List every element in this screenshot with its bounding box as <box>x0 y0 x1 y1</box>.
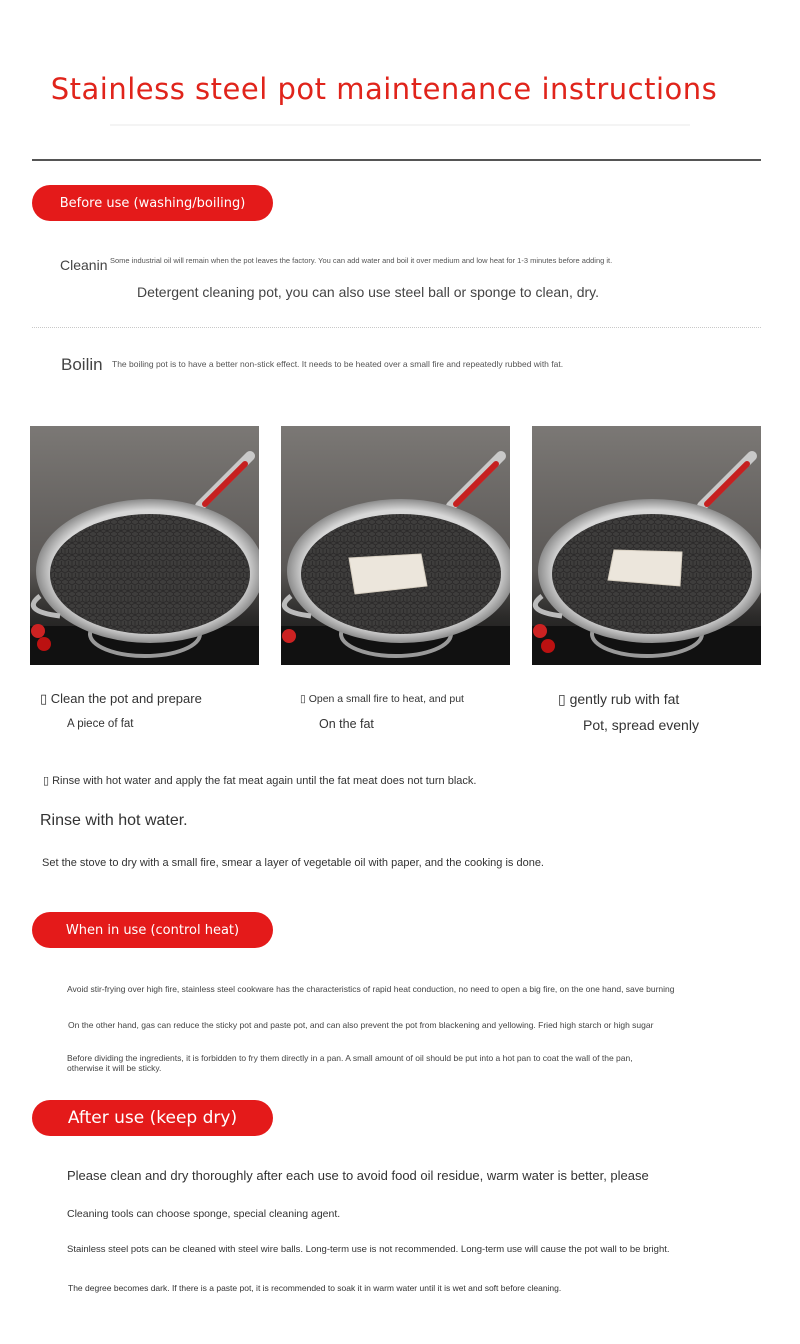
section-badge-before-use <box>32 185 273 221</box>
dry-text: Set the stove to dry with a small fire, smear a layer of vegetable oil with paper, and the cooking is done. <box>42 857 544 869</box>
after-line-4: The degree becomes dark. If there is a paste pot, it is recommended to soak it in warm water until it is wet and soft before cleaning. <box>68 1283 562 1293</box>
section-label: Before use (washing/boiling) <box>59 195 246 211</box>
during-line-2: On the other hand, gas can reduce the sticky pot and paste pot, and can also prevent the pot from blackening and yellowing. Fried high starch or high sugar <box>68 1020 654 1030</box>
step-3-line-1: ▯ gently rub with fat <box>558 691 680 707</box>
during-line-3a: Before dividing the ingredients, it is forbidden to fry them directly in a pan. A small amount of oil should be put into a hot pan to coat the wall of the pan, <box>67 1053 633 1063</box>
page-title: Stainless steel pot maintenance instructions <box>50 72 718 106</box>
after-line-3: Stainless steel pots can be cleaned with steel wire balls. Long-term use is not recommended. Long-term use will cause the pot wall to be bright. <box>67 1244 670 1255</box>
pot-photo-2 <box>281 426 510 665</box>
step-2-line-1: ▯ Open a small fire to heat, and put <box>300 693 464 705</box>
pot-photo-3 <box>532 426 761 665</box>
dotted-divider <box>32 327 761 328</box>
divider <box>32 159 761 161</box>
title-underline-shadow <box>110 124 690 126</box>
section-badge-after-use <box>32 1100 273 1136</box>
step-1-line-2: A piece of fat <box>67 718 134 730</box>
during-line-1: Avoid stir-frying over high fire, stainless steel cookware has the characteristics of rapid heat conduction, no need to open a big fire, on the one hand, save burning <box>67 984 675 994</box>
after-line-1: Please clean and dry thoroughly after each use to avoid food oil residue, warm water is better, please <box>67 1168 649 1183</box>
section-badge-when-in-use <box>32 912 273 948</box>
step-2-line-2: On the fat <box>319 717 374 731</box>
boiling-note: The boiling pot is to have a better non-stick effect. It needs to be heated over a small fire and repeatedly rubbed with fat. <box>112 359 564 369</box>
step-1-line-1: ▯ Clean the pot and prepare <box>40 691 202 706</box>
cleaning-line: Detergent cleaning pot, you can also use steel ball or sponge to clean, dry. <box>137 284 600 300</box>
cleaning-note: Some industrial oil will remain when the pot leaves the factory. You can add water and boil it over medium and low heat for 1-3 minutes before adding it. <box>110 256 613 265</box>
cleaning-title: Cleanin <box>60 257 108 273</box>
after-line-2: Cleaning tools can choose sponge, special cleaning agent. <box>67 1208 341 1220</box>
rinse-again-text: ▯ Rinse with hot water and apply the fat meat again until the fat meat does not turn black. <box>43 775 477 787</box>
rinse-text: Rinse with hot water. <box>40 812 188 829</box>
step-3-line-2: Pot, spread evenly <box>583 717 699 733</box>
pot-photo-1 <box>30 426 259 665</box>
section-label: When in use (control heat) <box>65 922 240 938</box>
boiling-title: Boilin <box>61 355 103 374</box>
during-line-3b: otherwise it will be sticky. <box>67 1063 162 1073</box>
section-label: After use (keep dry) <box>67 1108 238 1128</box>
